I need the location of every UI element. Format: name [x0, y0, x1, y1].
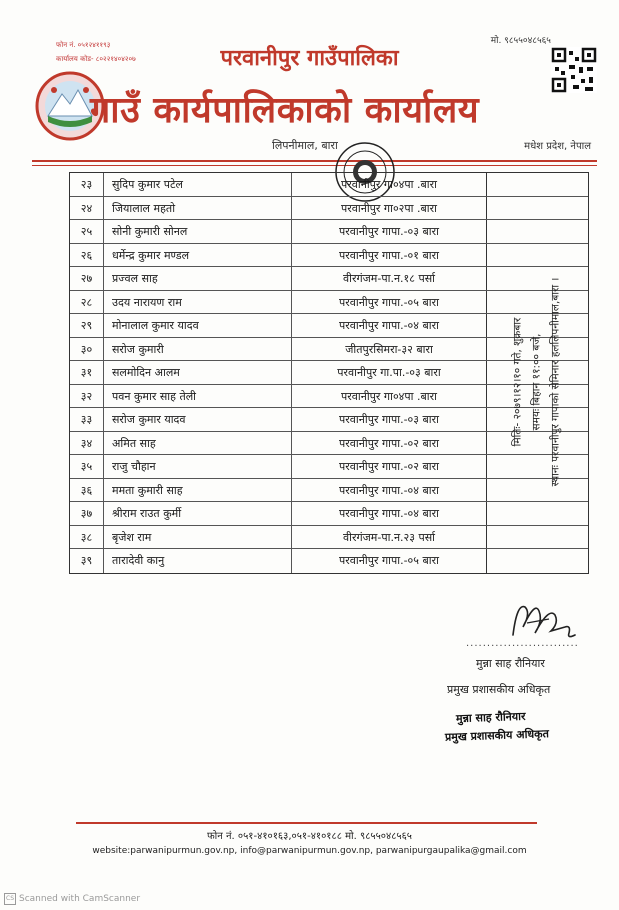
- attendee-address: परवानीपुर गा०४पा .बारा: [292, 173, 487, 196]
- attendee-name: राजु चौहान: [104, 455, 292, 478]
- attendee-address: परवानीपुर गापा.-०२ बारा: [292, 432, 487, 455]
- attendee-name: तारादेवी कानु: [104, 549, 292, 573]
- attendee-name: जियालाल महतो: [104, 197, 292, 220]
- attendee-name: सुदिप कुमार पटेल: [104, 173, 292, 196]
- serial-number: ३४: [70, 432, 104, 455]
- meeting-venue: स्थानः परवानीपुर गापाको सेमिनार हललिपनीमाल,बारा ।: [549, 277, 561, 486]
- attendee-name: सोनी कुमारी सोनल: [104, 220, 292, 243]
- meeting-time: समयः बिहान ११:०० बजे,: [530, 333, 542, 430]
- qr-code-icon: [551, 47, 597, 93]
- attendee-address: परवानीपुर गापा.-०३ बारा: [292, 408, 487, 431]
- designation-stamp: प्रमुख प्रशासकीय अधिकृत: [444, 727, 550, 744]
- attendee-name: बृजेश राम: [104, 526, 292, 549]
- meeting-date: मितिः- २०७९।१२।१० गते, शुक्रबार: [511, 317, 523, 446]
- attendee-address: वीरगंजम-पा.न.१८ पर्सा: [292, 267, 487, 290]
- attendee-address: परवानीपुर गा.पा.-०३ बारा: [292, 361, 487, 384]
- attendee-address: वीरगंजम-पा.न.२३ पर्सा: [292, 526, 487, 549]
- header-divider-thin: [32, 165, 597, 166]
- attendee-address: जीतपुरसिमरा-३२ बारा: [292, 338, 487, 361]
- serial-number: ३३: [70, 408, 104, 431]
- serial-number: ३६: [70, 479, 104, 502]
- attendee-name: ममता कुमारी साह: [104, 479, 292, 502]
- attendee-name: मोनालाल कुमार यादव: [104, 314, 292, 337]
- serial-number: ३१: [70, 361, 104, 384]
- attendee-name: सरोज कुमार यादव: [104, 408, 292, 431]
- signatory-name: मुन्ना साह रौनियार: [476, 657, 545, 670]
- attendee-address: परवानीपुर गापा.-०४ बारा: [292, 502, 487, 525]
- office-address: लिपनीमाल, बारा: [272, 139, 338, 152]
- attendee-address: परवानीपुर गापा.-०४ बारा: [292, 479, 487, 502]
- municipality-name: परवानीपुर गाउँपालिका: [220, 46, 399, 71]
- serial-number: ३५: [70, 455, 104, 478]
- attendee-name: अमित साह: [104, 432, 292, 455]
- meeting-details: [486, 172, 587, 591]
- serial-number: ३२: [70, 385, 104, 408]
- attendee-address: परवानीपुर गापा.-०४ बारा: [292, 314, 487, 337]
- attendee-name: सरोज कुमारी: [104, 338, 292, 361]
- attendee-name: श्रीराम राउत कुर्मी: [104, 502, 292, 525]
- header-mobile: मो. ९८५५०४८५६५: [490, 36, 551, 46]
- name-stamp: मुन्ना साह रौनियार: [455, 709, 526, 726]
- attendee-name: धर्मेन्द्र कुमार मण्डल: [104, 244, 292, 267]
- attendee-address: परवानीपुर गापा.-०५ बारा: [292, 291, 487, 314]
- footer-phone: फोन नं. ०५१-४१०१६३,०५१-४१०१८८ मो. ९८५५०४८५६५: [206, 831, 413, 842]
- serial-number: २८: [70, 291, 104, 314]
- serial-number: २७: [70, 267, 104, 290]
- serial-number: २३: [70, 173, 104, 196]
- attendee-address: परवानीपुर गापा.-०५ बारा: [292, 549, 487, 573]
- attendee-name: उदय नारायण राम: [104, 291, 292, 314]
- serial-number: २४: [70, 197, 104, 220]
- office-title: गाउँ कार्यपालिकाको कार्यालय: [90, 90, 480, 131]
- attendee-name: पवन कुमार साह तेली: [104, 385, 292, 408]
- footer-contacts: website:parwanipurmun.gov.np, info@parwanipurmun.gov.np, parwanipurgaupalika@gmail.com: [92, 846, 527, 856]
- serial-number: ३८: [70, 526, 104, 549]
- attendee-address: परवानीपुर गापा.-०२ बारा: [292, 455, 487, 478]
- attendee-address: परवानीपुर गापा.-०३ बारा: [292, 220, 487, 243]
- header-office-code: कार्यालय कोड- ८०२२१४०४२०७: [56, 55, 136, 63]
- camscanner-logo: CS: [4, 893, 16, 905]
- header-divider: [32, 160, 597, 162]
- attendee-address: परवानीपुर गा०२पा .बारा: [292, 197, 487, 220]
- signature-line: ...........................: [466, 638, 579, 649]
- attendee-address: परवानीपुर गापा.-०१ बारा: [292, 244, 487, 267]
- attendee-address: परवानीपुर गा०४पा .बारा: [292, 385, 487, 408]
- header-phone: फोन नं. ०५१२४११९३: [56, 41, 111, 49]
- attendee-name: सलमोदिन आलम: [104, 361, 292, 384]
- province: मधेश प्रदेश, नेपाल: [524, 141, 591, 152]
- signatory-designation: प्रमुख प्रशासकीय अधिकृत: [447, 683, 551, 696]
- serial-number: ३०: [70, 338, 104, 361]
- serial-number: ३९: [70, 549, 104, 573]
- serial-number: २९: [70, 314, 104, 337]
- attendee-name: प्रज्वल साह: [104, 267, 292, 290]
- scanner-text: Scanned with CamScanner: [19, 894, 141, 904]
- serial-number: ३७: [70, 502, 104, 525]
- serial-number: २५: [70, 220, 104, 243]
- scanner-watermark: [4, 893, 140, 905]
- serial-number: २६: [70, 244, 104, 267]
- footer-divider: [76, 822, 537, 824]
